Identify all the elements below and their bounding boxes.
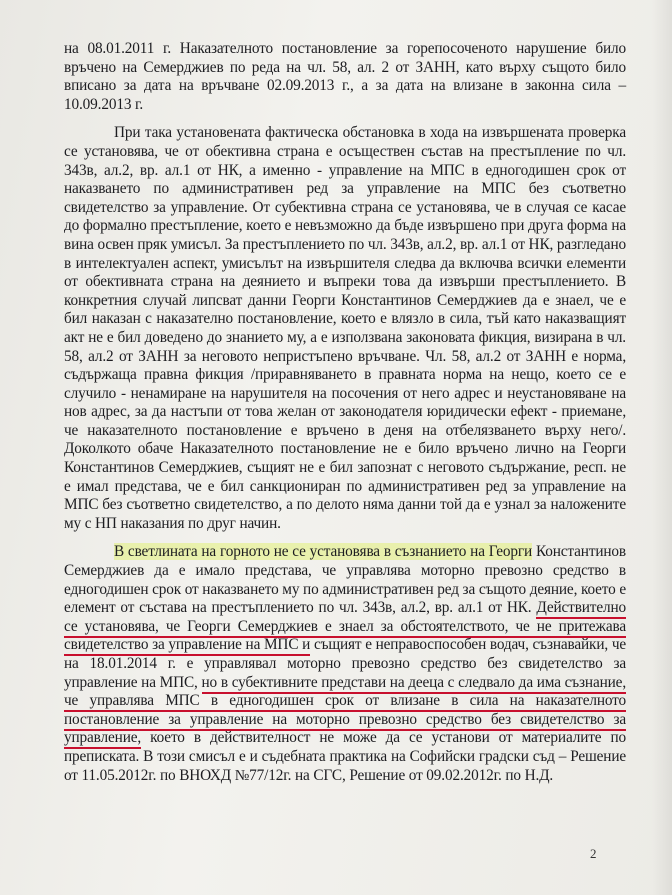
page-number: 2 [590,846,597,861]
highlighted-sentence: В светлината на горното не се установява в съзнанието на Георги [114,543,533,561]
conclusion-text-a: Константинов Семерджиев да е имало представа, че управлява моторно превозно средство в едногодишен срок от наказването му по административен ред за същото деяние, което е елемент от състава на престъплението по чл. 343в, ал.2, вр. ал.1 от НК. [64,543,627,617]
page-edge-shadow [652,0,672,895]
paragraph-factual-analysis: При така установената фактическа обстановка в хода на извършената проверка се установява, че от обективна страна е осъществен състав на престъпление по чл. 343в, ал.2, вр. ал.1 от НК, а именно - управление на МПС в едногодишен срок от наказването по административен ред за управление на МПС без съответно свидетелство за управление. От субективна страна се установява, че в случая се касае до формално престъпление, което е невъзможно да бъде извършено при друга форма на вина освен пряк умисъл. За престъплението по чл. 343в, ал.2, вр. ал.1 от НК, разгледано в интелектуален аспект, умисълът на извършителя следва да включва всички елементи от обективната страна на деянието и въпреки това да извърши престъплението. В конкретния случай липсват данни Георги Константинов Семерджиев да е знаел, че е бил наказан с наказателно постановление, което е влязло в сила, тъй като наказващият акт не е бил доведено до знанието му, а е използвана законовата фикция, визирана в чл. 58, ал.2 от ЗАНН за неговото непристъпено връчване. Чл. 58, ал.2 от ЗАНН е норма, съдържаща правна фикция /приравняването в правната норма на нещо, което се е случило - ненамиране на нарушителя на посочения от него адрес и неустановяване на нов адрес, за да настъпи от това желан от законодателя юридически ефект - приемане, че наказателното постановление е връчено в деня на отбелязването върху него/. Доколкото обаче Наказателното постановление не е било връчено лично на Георги Константинов Семерджиев, същият не е бил запознат с неговото съдържание, респ. не е имал представа, че е бил санкциониран по административен ред за управление на МПС без съответно свидетелство, а по делото няма данни той да е узнал за наложените му с НП наказания по друг начин. [64,124,626,532]
underlined-passage-knowledge: Действително се установява, че Георги Семерджиев е знаел за обстоятелството, че не притежава свидетелство за управление на МПС и [64,599,626,656]
conclusion-text-b: същият е неправоспособен водач, съзнавайки, че на 18.01.2014 г. е управлявал моторно превозно средство без свидетелство за управление на МПС, [64,636,627,691]
paragraph-conclusion [64,543,626,785]
document-body [64,40,626,785]
paragraph-served-penalty: на 08.01.2011 г. Наказателното постановление за горепосоченото нарушение било връчено на Семерджиев по реда на чл. 58, ал. 2 от ЗАНН, като върху същото било вписано за дата на връчване 02.09.2013 г., а за дата на влизане в законна сила – 10.09.2013 г. [64,40,626,113]
underlined-passage-subjective: но в субективните представи на дееца с следвало да има съзнание, че управлява МПС в едногодишен срок от влизане в сила на наказателното постановление за управление на моторно превозно средство без свидетелство за управление, [64,674,626,750]
conclusion-text-c: което в действителност не може да се установи от материалите по преписката. В този смисъл е и съдебната практика на Софийски градски съд – Решение от 11.05.2012г. по ВНОХД №77/12г. на СГС, Решение от 09.02.2012г. по Н.Д. [64,729,626,784]
